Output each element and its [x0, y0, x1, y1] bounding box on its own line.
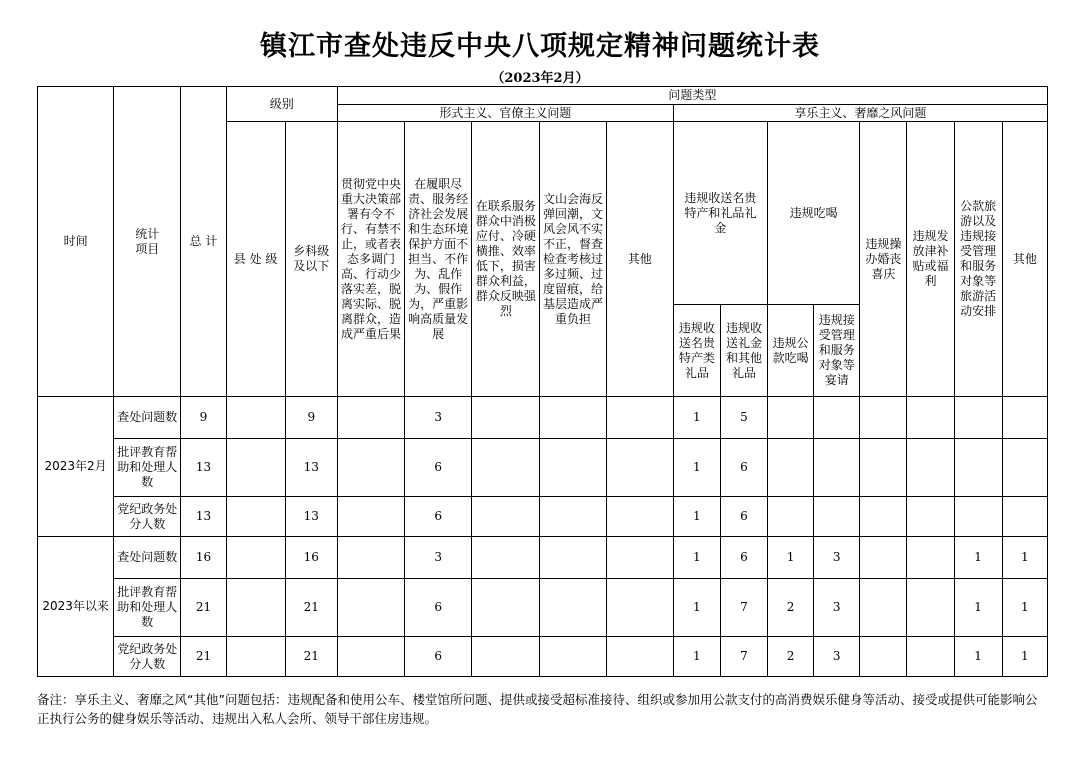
cell-g1: 1	[673, 537, 720, 579]
cell-travel	[954, 439, 1002, 497]
cell-f2: 6	[405, 497, 472, 537]
cell-g1: 1	[673, 497, 720, 537]
cell-f5	[606, 637, 673, 677]
cell-g2: 6	[720, 537, 767, 579]
header-problem-type: 问题类型	[337, 87, 1047, 105]
header-formalism: 形式主义、官僚主义问题	[337, 105, 673, 122]
cell-total: 13	[181, 497, 226, 537]
cell-f1	[337, 637, 404, 677]
cell-e2: 3	[814, 537, 860, 579]
cell-township: 21	[285, 579, 337, 637]
statistics-table	[37, 86, 1048, 677]
cell-total: 9	[181, 397, 226, 439]
cell-e1	[768, 397, 814, 439]
cell-e1: 1	[768, 537, 814, 579]
row-group-time: 2023年以来	[38, 537, 114, 677]
cell-wed	[860, 439, 907, 497]
header-other: 其他	[1002, 122, 1047, 397]
header-eat: 违规吃喝	[768, 122, 860, 305]
header-hedonism: 享乐主义、奢靡之风问题	[673, 105, 1047, 122]
row-item: 批评教育帮助和处理人数	[114, 439, 181, 497]
cell-f4	[540, 537, 606, 579]
table-row	[38, 497, 1048, 537]
cell-g2: 7	[720, 637, 767, 677]
row-item: 批评教育帮助和处理人数	[114, 579, 181, 637]
cell-f5	[606, 397, 673, 439]
cell-f3	[472, 439, 540, 497]
cell-f1	[337, 439, 404, 497]
cell-travel	[954, 397, 1002, 439]
cell-f4	[540, 637, 606, 677]
cell-e2	[814, 439, 860, 497]
header-eat-public: 违规公款吃喝	[768, 305, 814, 397]
cell-e2	[814, 497, 860, 537]
cell-f2: 3	[405, 397, 472, 439]
cell-total: 13	[181, 439, 226, 497]
row-item: 党纪政务处分人数	[114, 497, 181, 537]
cell-county	[226, 537, 285, 579]
cell-allow	[907, 579, 954, 637]
cell-travel: 1	[954, 637, 1002, 677]
header-f3: 在联系服务群众中消极应付、冷硬横推、效率低下，损害群众利益，群众反映强烈	[472, 122, 540, 397]
header-eat-banquet: 违规接受管理和服务对象等宴请	[814, 305, 860, 397]
header-time: 时间	[38, 87, 114, 397]
cell-total: 21	[181, 637, 226, 677]
cell-other	[1002, 497, 1047, 537]
cell-e1: 2	[768, 637, 814, 677]
cell-township: 9	[285, 397, 337, 439]
cell-e2	[814, 397, 860, 439]
cell-f4	[540, 397, 606, 439]
header-allowance: 违规发放津补贴或福利	[907, 122, 954, 397]
cell-allow	[907, 637, 954, 677]
cell-wed	[860, 397, 907, 439]
cell-g1: 1	[673, 397, 720, 439]
cell-travel: 1	[954, 579, 1002, 637]
cell-county	[226, 497, 285, 537]
cell-f4	[540, 439, 606, 497]
page-subtitle: （2023年2月）	[491, 71, 589, 86]
cell-f2: 6	[405, 439, 472, 497]
header-f2: 在履职尽责、服务经济社会发展和生态环境保护方面不担当、不作为、乱作为、假作为，严重影响高质量发展	[405, 122, 472, 397]
cell-f2: 3	[405, 537, 472, 579]
cell-g1: 1	[673, 579, 720, 637]
cell-wed	[860, 497, 907, 537]
cell-f3	[472, 579, 540, 637]
row-item: 查处问题数	[114, 397, 181, 439]
cell-e2: 3	[814, 637, 860, 677]
header-township: 乡科级及以下	[285, 122, 337, 397]
cell-f5	[606, 537, 673, 579]
cell-township: 21	[285, 637, 337, 677]
cell-f3	[472, 497, 540, 537]
cell-f5	[606, 579, 673, 637]
cell-township: 16	[285, 537, 337, 579]
header-f4: 文山会海反弹回潮，文风会风不实不正，督查检查考核过多过频、过度留痕，给基层造成严重负担	[540, 122, 606, 397]
cell-other: 1	[1002, 637, 1047, 677]
header-gift-money: 违规收送礼金和其他礼品	[720, 305, 767, 397]
cell-wed	[860, 537, 907, 579]
cell-g2: 7	[720, 579, 767, 637]
cell-f3	[472, 537, 540, 579]
cell-total: 16	[181, 537, 226, 579]
cell-county	[226, 439, 285, 497]
table-row	[38, 579, 1048, 637]
header-total: 总 计	[181, 87, 226, 397]
cell-travel	[954, 497, 1002, 537]
cell-allow	[907, 537, 954, 579]
table-row	[38, 637, 1048, 677]
header-gift: 违规收送名贵特产和礼品礼金	[673, 122, 767, 305]
table-row	[38, 537, 1048, 579]
header-gift-specialty: 违规收送名贵特产类礼品	[673, 305, 720, 397]
cell-e2: 3	[814, 579, 860, 637]
cell-wed	[860, 637, 907, 677]
table-row	[38, 439, 1048, 497]
cell-county	[226, 637, 285, 677]
header-county: 县 处 级	[226, 122, 285, 397]
cell-other	[1002, 439, 1047, 497]
header-travel: 公款旅游以及违规接受管理和服务对象等旅游活动安排	[954, 122, 1002, 397]
cell-f4	[540, 497, 606, 537]
cell-other: 1	[1002, 579, 1047, 637]
cell-township: 13	[285, 497, 337, 537]
cell-g1: 1	[673, 637, 720, 677]
page-title: 镇江市查处违反中央八项规定精神问题统计表	[260, 31, 820, 62]
cell-wed	[860, 579, 907, 637]
cell-f5	[606, 439, 673, 497]
cell-other	[1002, 397, 1047, 439]
row-group-time: 2023年2月	[38, 397, 114, 537]
cell-county	[226, 397, 285, 439]
cell-g2: 6	[720, 439, 767, 497]
cell-f1	[337, 579, 404, 637]
cell-allow	[907, 439, 954, 497]
cell-f1	[337, 537, 404, 579]
header-f5: 其他	[606, 122, 673, 397]
cell-f5	[606, 497, 673, 537]
cell-f3	[472, 637, 540, 677]
cell-total: 21	[181, 579, 226, 637]
cell-e1	[768, 497, 814, 537]
cell-e1	[768, 439, 814, 497]
cell-other: 1	[1002, 537, 1047, 579]
cell-township: 13	[285, 439, 337, 497]
cell-e1: 2	[768, 579, 814, 637]
cell-f1	[337, 497, 404, 537]
cell-f2: 6	[405, 637, 472, 677]
table-row	[38, 397, 1048, 439]
header-level: 级别	[226, 87, 337, 122]
cell-f1	[337, 397, 404, 439]
cell-g1: 1	[673, 439, 720, 497]
cell-f3	[472, 397, 540, 439]
cell-county	[226, 579, 285, 637]
header-item	[114, 87, 181, 397]
cell-travel: 1	[954, 537, 1002, 579]
cell-allow	[907, 497, 954, 537]
footnote: 备注：享乐主义、奢靡之风“其他”问题包括：违规配备和使用公车、楼堂馆所问题、提供或接受超标准接待、组织或参加用公款支付的高消费娱乐健身等活动、接受或提供可能影响公正执行公务的健身娱乐等活动、违规出入私人会所、领导干部住房违规。	[37, 692, 1038, 726]
cell-g2: 5	[720, 397, 767, 439]
cell-g2: 6	[720, 497, 767, 537]
row-item: 查处问题数	[114, 537, 181, 579]
cell-f2: 6	[405, 579, 472, 637]
header-item-label: 统计 项目	[135, 226, 160, 256]
header-wedding: 违规操办婚丧喜庆	[860, 122, 907, 397]
row-item: 党纪政务处分人数	[114, 637, 181, 677]
cell-allow	[907, 397, 954, 439]
cell-f4	[540, 579, 606, 637]
header-f1: 贯彻党中央重大决策部署有令不行、有禁不止，或者表态多调门高、行动少落实差，脱离实际、脱离群众，造成严重后果	[337, 122, 404, 397]
